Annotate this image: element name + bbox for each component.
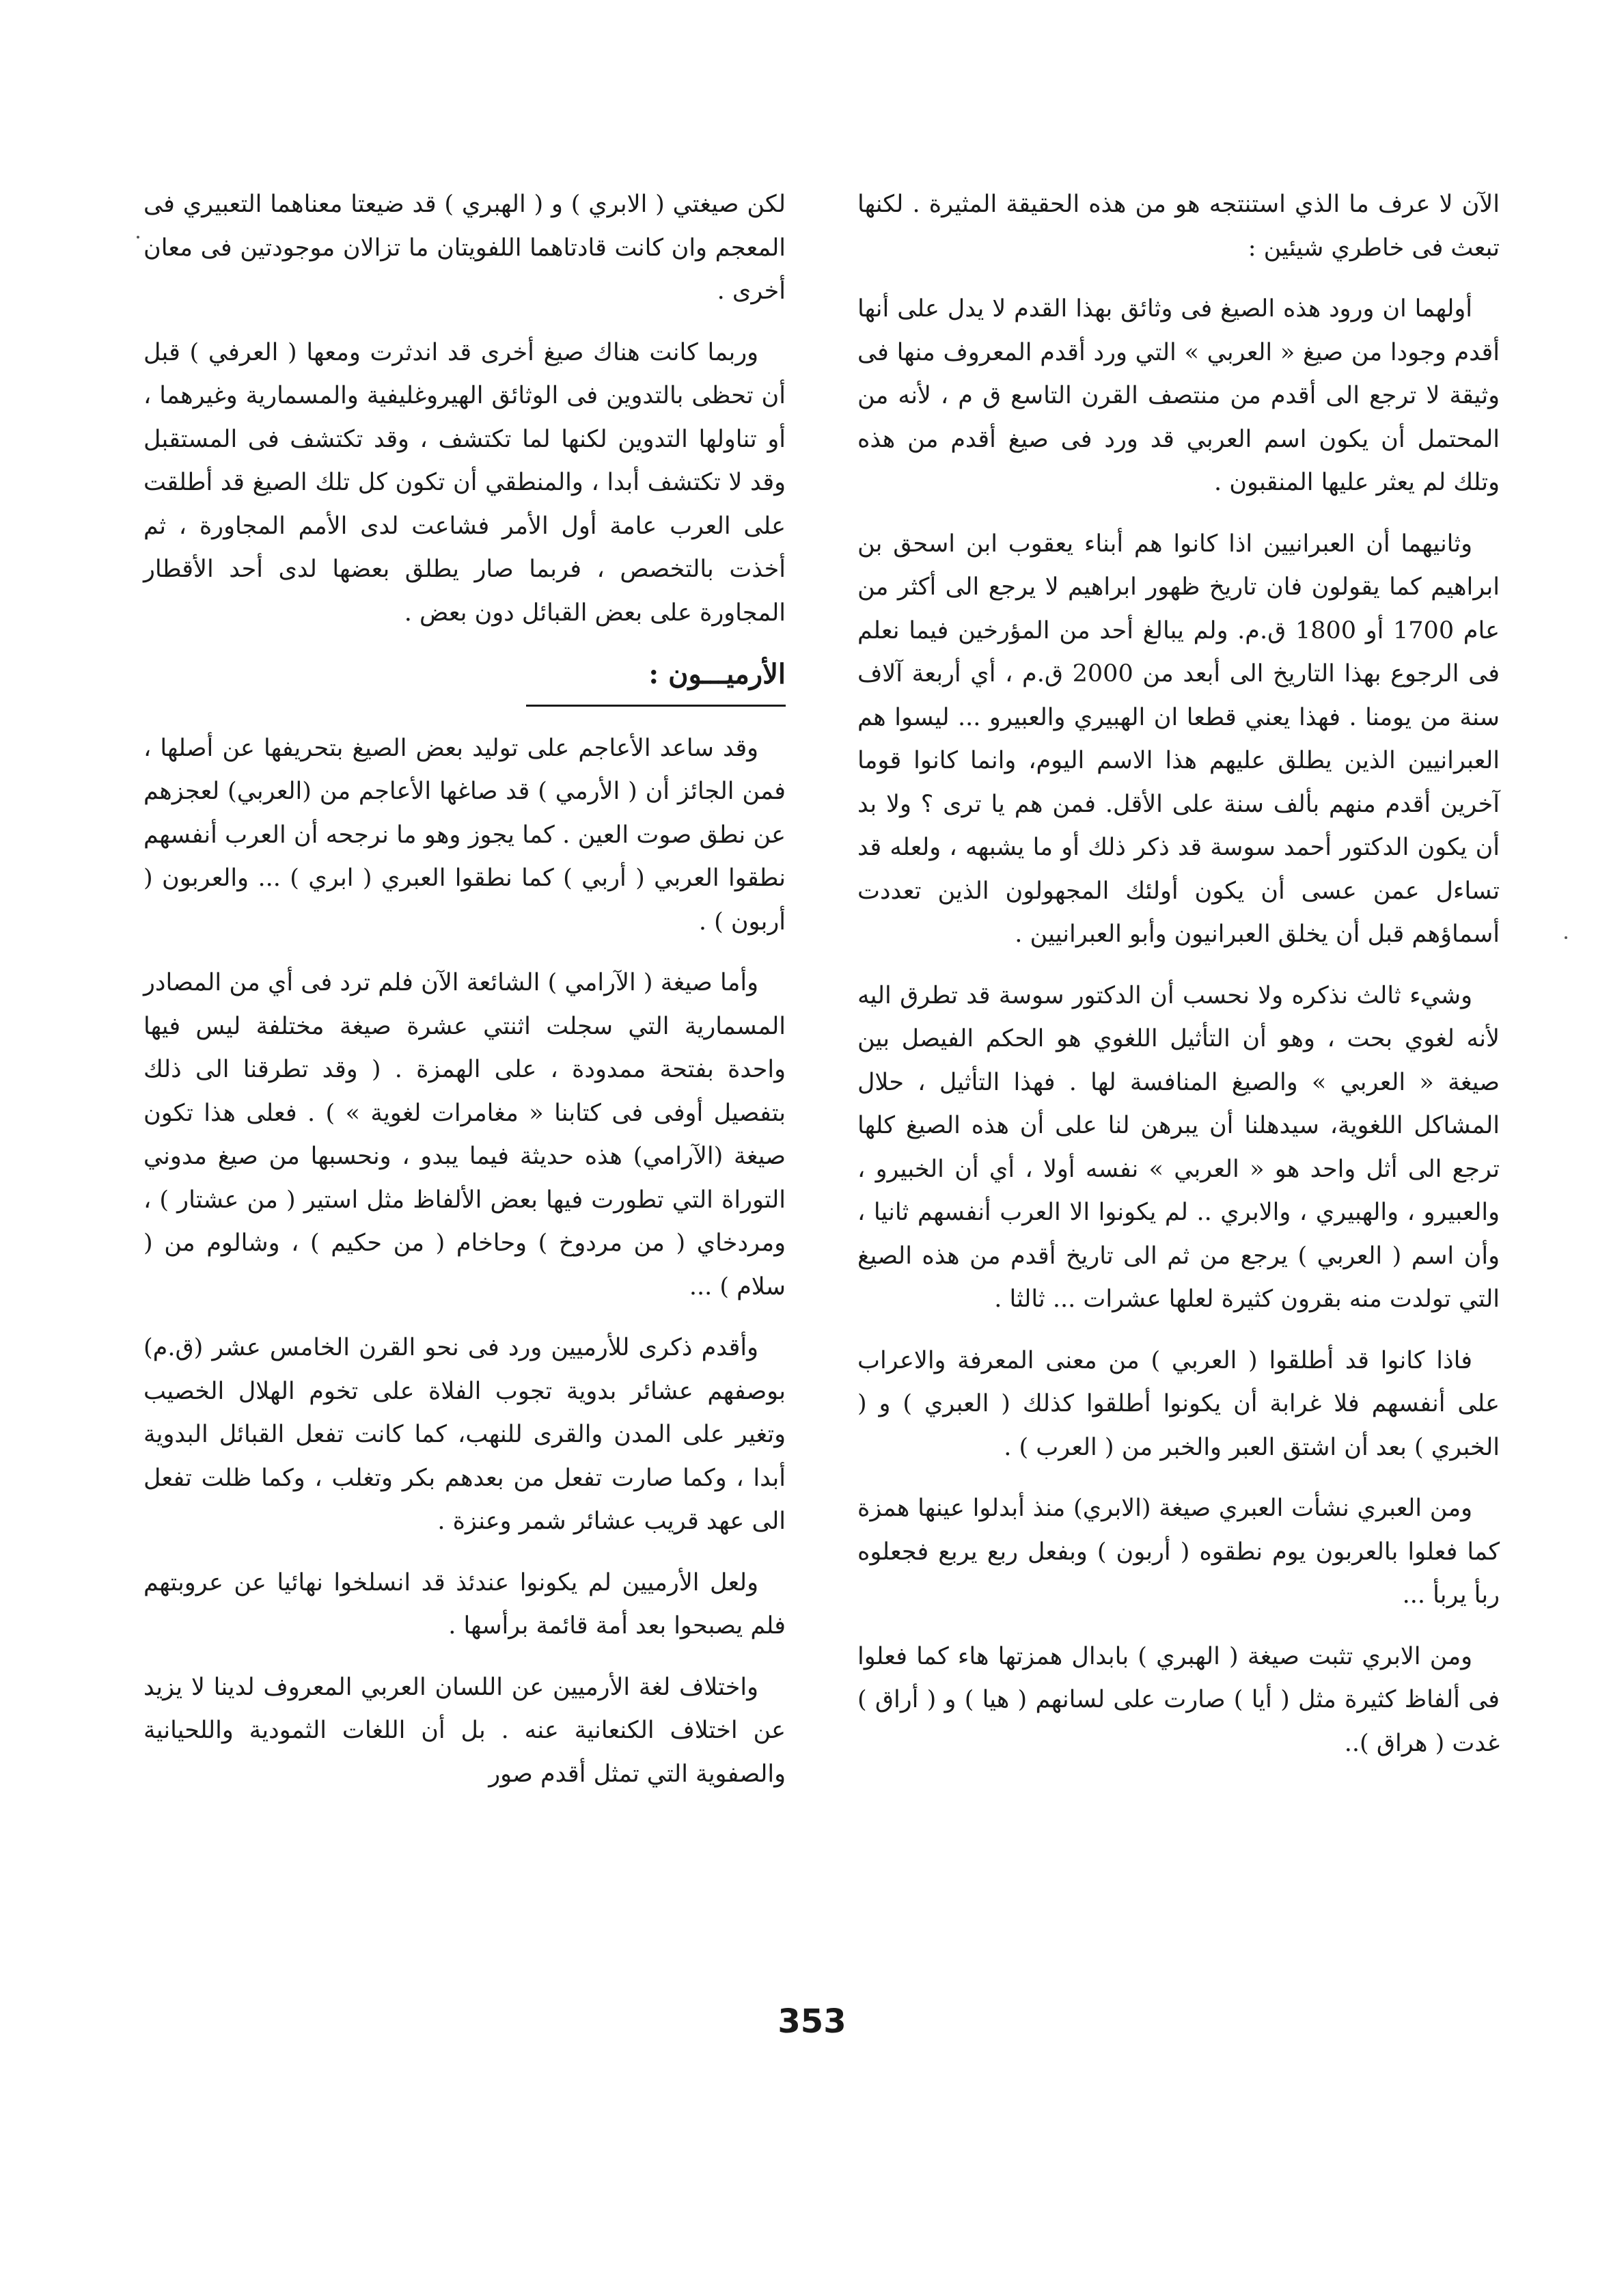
paragraph: ومن العبري نشأت العبري صيغة (الابري) منذ أبدلوا عينها همزة كما فعلوا بالعربون يوم نطقوه ( أربون ) وبفعل ربع يربع فجعلوه ربأ يربأ ...	[857, 1495, 1500, 1609]
paragraph: وأقدم ذكرى للأرميين ورد فى نحو القرن الخامس عشر (ق.م) بوصفهم عشائر بدوية تجوب الفلاة على تخوم الهلال الخصيب وتغير على المدن والقرى للنهب، كما كانت تفعل القبائل البدوية أبدا ، وكما صارت تفعل من بعدهم بكر وتغلب ، وكما ظلت تفعل الى عهد قريب عشائر شمر وعنزة .	[143, 1334, 786, 1535]
scan-speck	[1565, 936, 1567, 939]
scan-speck	[137, 236, 139, 239]
paragraph: فاذا كانوا قد أطلقوا ( العربي ) من معنى المعرفة والاعراب على أنفسهم فلا غرابة أن يكونوا أطلقوا كذلك ( العبري ) و ( الخبري ) بعد أن اشتق العبر والخبر من ( العرب ) .	[857, 1346, 1500, 1461]
paragraph: أولهما ان ورود هذه الصيغ فى وثائق بهذا القدم لا يدل على أنها أقدم وجودا من صيغ « العربي » التي ورد أقدم المعروف منها فى وثيقة لا ترجع الى أقدم من منتصف القرن التاسع ق م ، لأنه من المحتمل أن يكون اسم العربي قد ورد فى صيغ أقدم من هذه وتلك لم يعثر عليها المنقبون .	[857, 295, 1500, 496]
paragraph: وثانيهما أن العبرانيين اذا كانوا هم أبناء يعقوب ابن اسحق بن ابراهيم كما يقولون فان تاريخ ظهور ابراهيم لا يرجع الى أكثر من عام 1700 أو 1800 ق.م. ولم يبالغ أحد من المؤرخين فيما نعلم فى الرجوع بهذا التاريخ الى أبعد من 2000 ق.م ، أي أربعة آلاف سنة من يومنا . فهذا يعني قطعا ان الهبيري والعبيرو ... ليسوا هم العبرانيين الذين يطلق عليهم هذا الاسم اليوم، وانما كانوا قوما آخرين أقدم منهم بألف سنة على الأقل. فمن هم يا ترى ؟ ولا بد أن يكون الدكتور أحمد سوسة قد ذكر ذلك أو ما يشبهه ، ولعله قد تساءل عمن عسى أن يكون أولئك المجهولون الذين تعددت أسماؤهم قبل أن يخلق العبرانيون وأبو العبرانيين .	[857, 530, 1500, 948]
paragraph: وقد ساعد الأعاجم على توليد بعض الصيغ بتحريفها عن أصلها ، فمن الجائز أن ( الأرمي ) قد صاغها الأعاجم من (العربي) لعجزهم عن نطق صوت العين . كما يجوز وهو ما نرجحه أن العرب أنفسهم نطقوا العربي ( أربي ) كما نطقوا العبري ( ابري ) ... والعربون ( أربون ) .	[143, 734, 786, 936]
section-heading: الأرميـــون :	[526, 653, 786, 707]
paragraph: وربما كانت هناك صيغ أخرى قد اندثرت ومعها ( العرفي ) قبل أن تحظى بالتدوين فى الوثائق الهيروغليفية والمسمارية وغيرهما ، أو تناولها التدوين لكنها لما تكتشف ، وقد تكتشف فى المستقبل وقد لا تكتشف أبدا ، والمنطقي أن تكون كل تلك الصيغ قد أطلقت على العرب عامة أول الأمر فشاعت لدى الأمم المجاورة ، ثم أخذت بالتخصص ، فربما صار يطلق بعضها لدى أحد الأقطار المجاورة على بعض القبائل دون بعض .	[143, 338, 786, 627]
paragraph: لكن صيغتي ( الابري ) و ( الهبري ) قد ضيعتا معناهما التعبيري فى المعجم وان كانت قادتاهما اللفويتان ما تزالان موجودتين فى معان أخرى .	[143, 191, 786, 305]
left-column	[143, 183, 786, 1814]
paragraph: وشيء ثالث نذكره ولا نحسب أن الدكتور سوسة قد تطرق اليه لأنه لغوي بحت ، وهو أن التأثيل اللغوي هو الحكم الفيصل بين صيغة « العربي » والصيغ المنافسة لها . فهذا التأثيل ، حلال المشاكل اللغوية، سيدهلنا أن يبرهن لنا على أن هذه الصيغ كلها ترجع الى أثل واحد هو « العربي » نفسه أولا ، أي أن الخبيرو ، والعبيرو ، والهبيري ، والابري .. لم يكونوا الا العرب أنفسهم ثانيا ، وأن اسم ( العربي ) يرجع من ثم الى تاريخ أقدم من هذه الصيغ التي تولدت منه بقرون كثيرة لعلها عشرات ... ثالثا .	[857, 981, 1500, 1313]
paragraph: ومن الابري تثبت صيغة ( الهبري ) بابدال همزتها هاء كما فعلوا فى ألفاظ كثيرة مثل ( أيا ) صارت على لسانهم ( هيا ) و ( أراق ) غدت ( هراق )..	[857, 1642, 1500, 1757]
paragraph: واختلاف لغة الأرميين عن اللسان العربي المعروف لدينا لا يزيد عن اختلاف الكنعانية عنه . بل أن اللغات الثمودية واللحيانية والصفوية التي تمثل أقدم صور	[143, 1673, 786, 1788]
paragraph: وأما صيغة ( الآرامي ) الشائعة الآن فلم ترد فى أي من المصادر المسمارية التي سجلت اثنتي عشرة صيغة مختلفة ليس فيها واحدة بفتحة ممدودة ، على الهمزة . ( وقد تطرقنا الى ذلك بتفصيل أوفى فى كتابنا « مغامرات لغوية » ) . فعلى هذا تكون صيغة (الآرامي) هذه حديثة فيما يبدو ، ونحسبها من صيغ مدوني التوراة التي تطورت فيها بعض الألفاظ مثل استير ( من عشتار ) ، ومردخاي ( من مردوخ ) وحاخام ( من حكيم ) ، وشالوم من ( سلام ) ...	[143, 969, 786, 1301]
right-column	[857, 183, 1500, 1783]
paragraph: ولعل الأرميين لم يكونوا عندئذ قد انسلخوا نهائيا عن عروبتهم فلم يصبحوا بعد أمة قائمة برأسها .	[143, 1568, 786, 1640]
paragraph: الآن لا عرف ما الذي استنتجه هو من هذه الحقيقة المثيرة . لكنها تبعث فى خاطري شيئين :	[857, 191, 1500, 262]
page-number: 353	[777, 2002, 847, 2041]
